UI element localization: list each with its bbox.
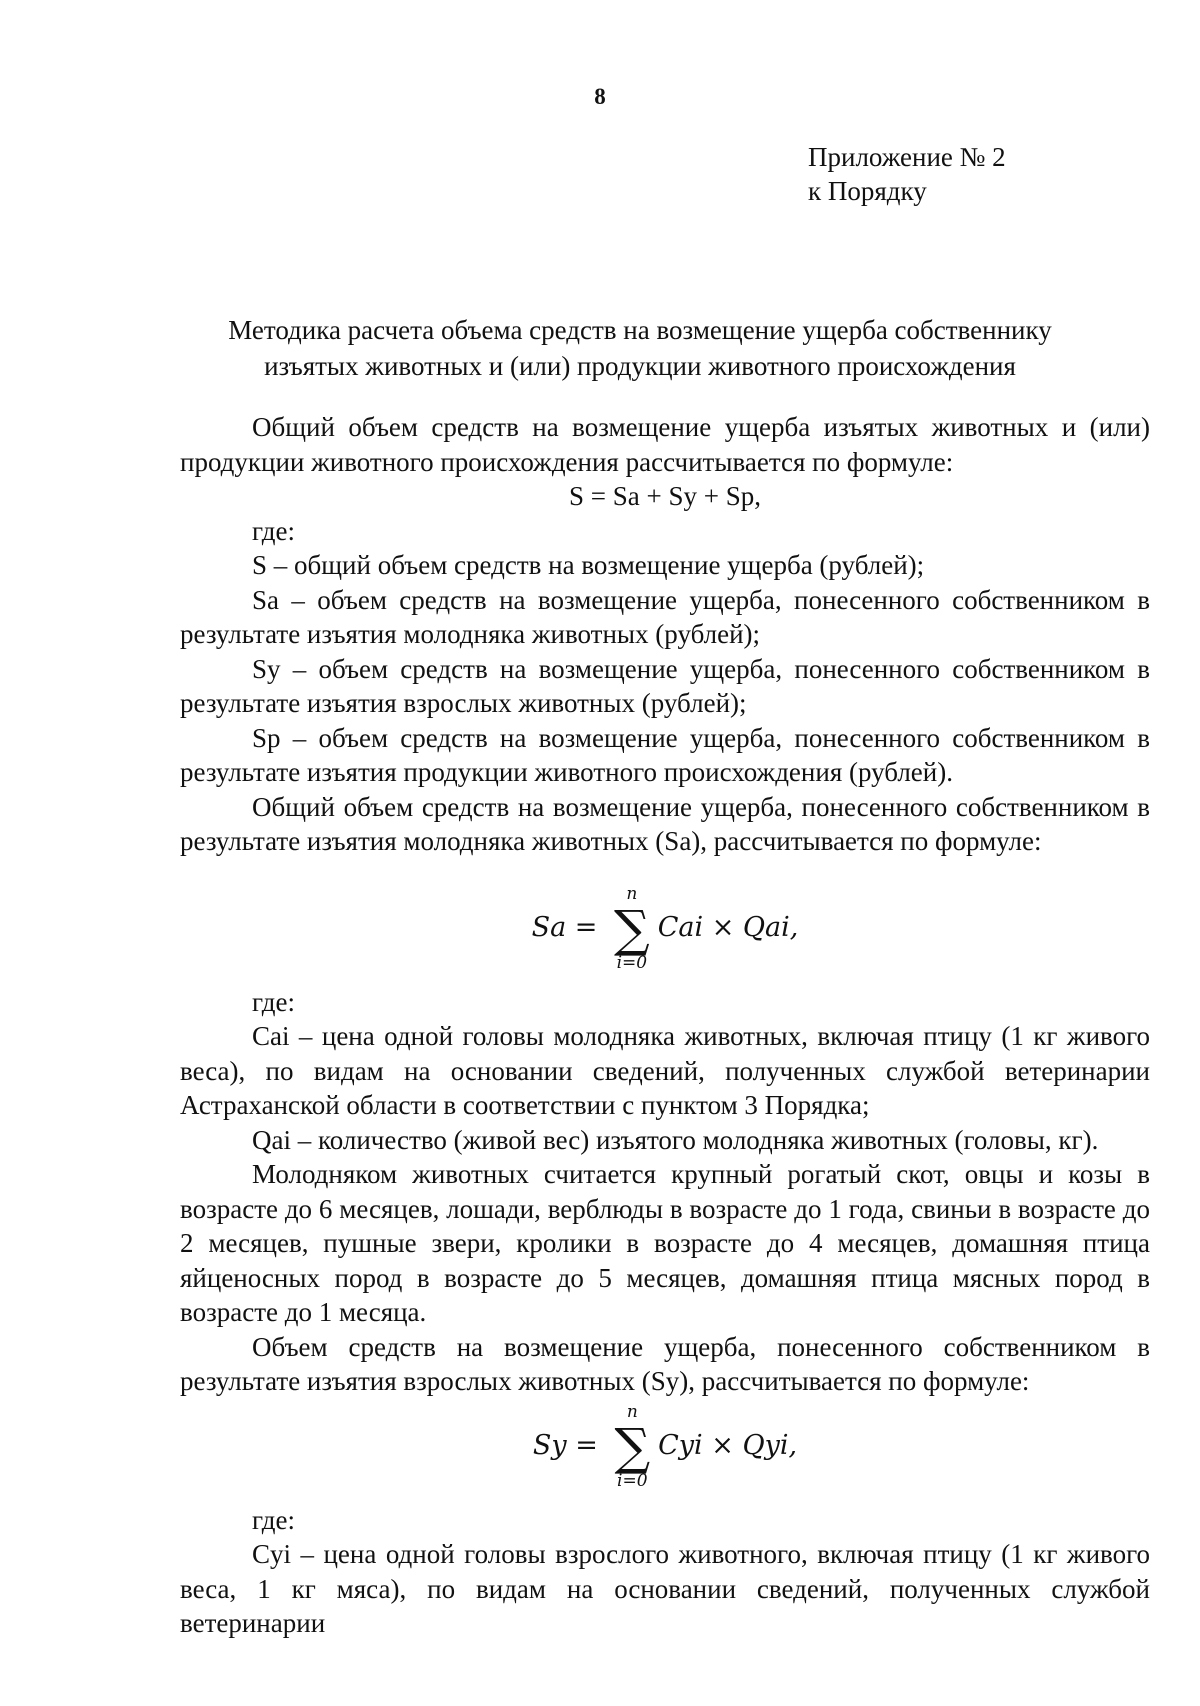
sigma-symbol: ∑ <box>614 899 650 958</box>
formula-sy <box>180 1391 1150 1503</box>
document-title: Методика расчета объема средств на возмещение ущерба собственнику изъятых животных и (или) продукции животного происхождения <box>228 315 1052 381</box>
appendix-header <box>808 140 1006 208</box>
intro-paragraph: Общий объем средств на возмещение ущерба изъятых животных и (или) продукции животного происхождения рассчитывается по формуле: <box>180 412 1150 477</box>
definition-cyi: Cyi – цена одной головы взрослого животного, включая птицу (1 кг живого веса, 1 кг мяса), по видам на основании сведений, полученных службой ветеринарии <box>180 1539 1150 1638</box>
young-animals-definition: Молодняком животных считается крупный рогатый скот, овцы и козы в возрасте до 6 месяцев, лошади, верблюды в возрасте до 1 года, свиньи в возрасте до 2 месяцев, пушные звери, кролики в возрасте до 4 месяцев, домашняя птица яйценосных пород в возрасте до 5 месяцев, домашняя птица мясных пород в возрасте до 1 месяца. <box>180 1159 1150 1327</box>
formula-sa-sum <box>614 883 650 973</box>
formula-sy-upper-limit: n <box>626 1401 638 1422</box>
formula-sy-lower-limit: i=0 <box>617 1470 648 1491</box>
document-body <box>180 410 1150 1641</box>
sa-intro-paragraph: Общий объем средств на возмещение ущерба, понесенного собственником в результате изъятия молодняка животных (Sa), рассчитывается по формуле: <box>180 791 1150 856</box>
definition-s: S – общий объем средств на возмещение ущерба (рублей); <box>252 550 925 580</box>
appendix-line-1: Приложение № 2 <box>808 142 1006 172</box>
where-label: где: <box>252 515 295 546</box>
appendix-line-2: к Порядку <box>808 176 927 206</box>
sigma-symbol: ∑ <box>614 1417 651 1476</box>
definition-sp: Sp – объем средств на возмещение ущерба, понесенного собственником в результате изъятия продукции животного происхождения (рублей). <box>180 722 1150 787</box>
formula-sa <box>180 873 1150 985</box>
formula-sa-upper-limit: n <box>626 883 638 904</box>
formula-sy-sum <box>614 1401 651 1491</box>
page-number: 8 <box>594 84 606 109</box>
where-label: где: <box>252 1504 295 1535</box>
formula-main: S = Sa + Sy + Sp, <box>569 481 761 511</box>
definition-cai: Cai – цена одной головы молодняка животных, включая птицу (1 кг живого веса), по видам на основании сведений, полученных службой ветеринарии Астраханской области в соответствии с пунктом 3 Порядка; <box>180 1021 1150 1120</box>
formula-sa-rhs: Cai × Qai, <box>657 912 799 944</box>
sy-intro-paragraph: Объем средств на возмещение ущерба, понесенного собственником в результате изъятия взрослых животных (Sy), рассчитывается по формуле: <box>180 1331 1150 1396</box>
formula-sy-lhs: Sy = <box>532 1430 607 1462</box>
formula-sy-rhs: Cyi × Qyi, <box>658 1430 798 1462</box>
formula-sa-lhs: Sa = <box>531 912 607 944</box>
definition-sy: Sy – объем средств на возмещение ущерба, понесенного собственником в результате изъятия взрослых животных (рублей); <box>180 653 1150 718</box>
definition-sa: Sa – объем средств на возмещение ущерба, понесенного собственником в результате изъятия молодняка животных (рублей); <box>180 584 1150 649</box>
where-label: где: <box>252 986 295 1017</box>
formula-sa-lower-limit: i=0 <box>616 952 648 973</box>
definition-qai: Qai – количество (живой вес) изъятого молодняка животных (головы, кг). <box>252 1124 1099 1155</box>
